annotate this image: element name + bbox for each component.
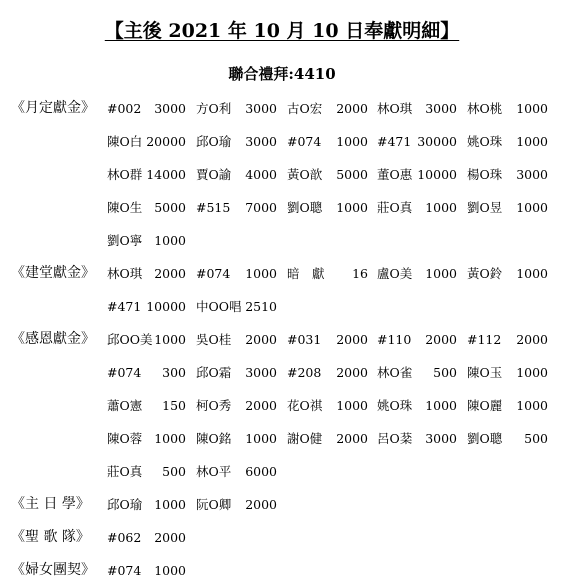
donation-amount: 2000	[245, 332, 277, 347]
donation-amount: 2000	[154, 266, 186, 281]
donor-name: 中OO唱	[196, 299, 242, 314]
offering-line	[0, 389, 564, 422]
donation-amount: 2000	[245, 497, 277, 512]
donor-name: 邱O瑜	[196, 134, 232, 149]
donation-amount: 2000	[425, 332, 457, 347]
donation-amount: 4000	[245, 167, 277, 182]
donor-name: 林O桃	[467, 101, 503, 116]
donation-amount: 5000	[154, 200, 186, 215]
donor-name: 賈O諭	[196, 167, 232, 182]
donation-amount: 300	[162, 365, 186, 380]
donor-name: #471	[377, 134, 412, 149]
donor-name: 陳O銘	[196, 431, 232, 446]
donor-name: 邱O瑜	[107, 497, 143, 512]
donor-name: 黃O鈴	[467, 266, 503, 281]
donation-amount: 1000	[516, 101, 548, 116]
donation-amount: 1000	[154, 563, 186, 578]
donation-amount: 2510	[245, 299, 277, 314]
page-title	[0, 18, 564, 44]
page-title-text: 【主後 2021 年 10 月 10 日奉獻明細】	[104, 20, 460, 42]
donation-amount: 3000	[245, 134, 277, 149]
donor-name: 阮O卿	[196, 497, 232, 512]
donation-amount: 10000	[146, 299, 186, 314]
donation-amount: 1000	[516, 134, 548, 149]
donation-amount: 1000	[425, 266, 457, 281]
donor-name: 陳O玉	[467, 365, 503, 380]
donation-amount: 1000	[516, 365, 548, 380]
donor-name: 劉O昱	[467, 200, 503, 215]
donor-name: 謝O健	[287, 431, 323, 446]
donor-name: #031	[287, 332, 322, 347]
donor-name: #112	[467, 332, 502, 347]
donation-amount: 1000	[425, 200, 457, 215]
category-label: 《婦女團契》	[11, 562, 95, 578]
donation-amount: 1000	[154, 233, 186, 248]
offering-line	[0, 323, 564, 356]
offering-line	[0, 158, 564, 191]
donation-amount: 3000	[425, 101, 457, 116]
donation-amount: 30000	[417, 134, 457, 149]
donor-name: 暗 獻	[287, 266, 325, 281]
donor-name: #110	[377, 332, 412, 347]
donor-name: #074	[196, 266, 231, 281]
donation-amount: 2000	[245, 398, 277, 413]
donor-name: 劉O聰	[467, 431, 503, 446]
donor-name: 林O群	[107, 167, 143, 182]
donor-name: 方O利	[196, 101, 232, 116]
donation-amount: 2000	[516, 332, 548, 347]
donor-name: 盧O美	[377, 266, 413, 281]
donor-name: 呂O棻	[377, 431, 413, 446]
donor-name: 劉O聰	[287, 200, 323, 215]
service-subtitle: 聯合禮拜:4410	[228, 65, 336, 83]
donor-name: 邱O霜	[196, 365, 232, 380]
donation-amount: 2000	[336, 431, 368, 446]
donation-amount: 1000	[245, 431, 277, 446]
offering-line	[0, 554, 564, 587]
category-label: 《月定獻金》	[11, 100, 95, 116]
donation-amount: 2000	[336, 101, 368, 116]
donor-name: 陳O蓉	[107, 431, 143, 446]
donor-name: 劉O寧	[107, 233, 143, 248]
offering-line	[0, 191, 564, 224]
donation-amount: 1000	[516, 266, 548, 281]
donor-name: 邱OO美	[107, 332, 153, 347]
donor-name: 林O平	[196, 464, 232, 479]
donor-name: #074	[107, 365, 142, 380]
offering-line	[0, 356, 564, 389]
donation-amount: 500	[162, 464, 186, 479]
donation-amount: 6000	[245, 464, 277, 479]
donor-name: 陳O生	[107, 200, 143, 215]
donor-name: 陳O麗	[467, 398, 503, 413]
donor-name: 林O琪	[107, 266, 143, 281]
offering-line	[0, 455, 564, 488]
offering-line	[0, 290, 564, 323]
donor-name: 吳O桂	[196, 332, 232, 347]
donor-name: 柯O秀	[196, 398, 232, 413]
offering-line	[0, 521, 564, 554]
category-label: 《聖 歌 隊》	[11, 529, 90, 545]
donation-amount: 16	[352, 266, 368, 281]
donor-name: 姚O珠	[377, 398, 413, 413]
category-label: 《感恩獻金》	[11, 331, 95, 347]
donor-name: 林O琪	[377, 101, 413, 116]
donor-name: #471	[107, 299, 142, 314]
category-label: 《主 日 學》	[11, 496, 90, 512]
donation-amount: 2000	[154, 530, 186, 545]
donation-amount: 1000	[336, 134, 368, 149]
donor-name: 花O祺	[287, 398, 323, 413]
donation-amount: 5000	[336, 167, 368, 182]
donor-name: #002	[107, 101, 142, 116]
donation-amount: 1000	[154, 332, 186, 347]
donor-name: 林O雀	[377, 365, 413, 380]
donor-name: 姚O珠	[467, 134, 503, 149]
donor-name: #062	[107, 530, 142, 545]
donor-name: #074	[107, 563, 142, 578]
offering-line	[0, 224, 564, 257]
donor-name: 黃O歆	[287, 167, 323, 182]
donor-name: 蕭O憲	[107, 398, 143, 413]
donation-amount: 20000	[146, 134, 186, 149]
donation-amount: 1000	[154, 497, 186, 512]
donation-amount: 1000	[154, 431, 186, 446]
donation-amount: 1000	[516, 398, 548, 413]
donation-amount: 150	[162, 398, 186, 413]
donation-amount: 3000	[516, 167, 548, 182]
donor-name: 董O惠	[377, 167, 413, 182]
donor-name: 莊O真	[107, 464, 143, 479]
donation-amount: 10000	[417, 167, 457, 182]
donation-amount: 14000	[146, 167, 186, 182]
donation-amount: 7000	[245, 200, 277, 215]
offering-line	[0, 257, 564, 290]
category-label: 《建堂獻金》	[11, 265, 95, 281]
donor-name: #515	[196, 200, 231, 215]
donation-amount: 3000	[425, 431, 457, 446]
offering-line	[0, 488, 564, 521]
donation-amount: 3000	[245, 101, 277, 116]
donation-amount: 2000	[336, 365, 368, 380]
donation-amount: 1000	[245, 266, 277, 281]
donor-name: #208	[287, 365, 322, 380]
donation-amount: 500	[433, 365, 457, 380]
donation-amount: 3000	[245, 365, 277, 380]
offering-line	[0, 92, 564, 125]
donor-name: #074	[287, 134, 322, 149]
donation-amount: 500	[524, 431, 548, 446]
donation-amount: 1000	[336, 200, 368, 215]
offering-line	[0, 422, 564, 455]
offering-line	[0, 125, 564, 158]
donation-amount: 2000	[336, 332, 368, 347]
donor-name: 古O宏	[287, 101, 323, 116]
donor-name: 莊O真	[377, 200, 413, 215]
donation-amount: 3000	[154, 101, 186, 116]
donation-amount: 1000	[516, 200, 548, 215]
donation-amount: 1000	[425, 398, 457, 413]
donor-name: 陳O白	[107, 134, 143, 149]
donation-amount: 1000	[336, 398, 368, 413]
donor-name: 楊O珠	[467, 167, 503, 182]
